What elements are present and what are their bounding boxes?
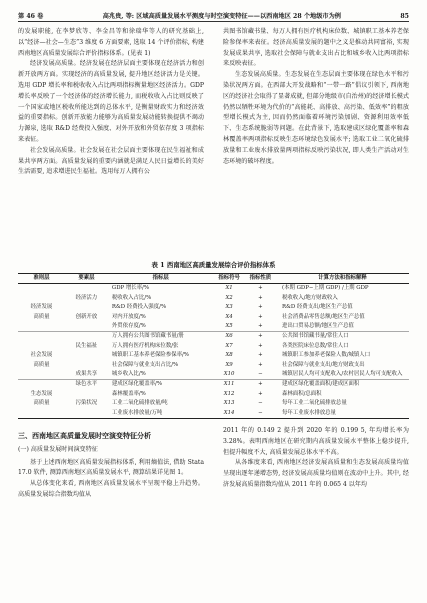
table-row (18, 409, 409, 419)
cell-indicator: 城乡收入比/% (111, 371, 146, 378)
cell-method: 城镇职工参加养老保险人数/城镇人口 (282, 352, 371, 359)
cell-criterion: 经济发展 (30, 304, 53, 311)
cell-indicator: GDP 增长率/% (111, 285, 149, 292)
cell-method: (本期 GDP−上期 GDP) /上期 GDP (282, 285, 369, 292)
paragraph: 经济发展高质量。经济发展在经济层面主要体现在经济活力和创新开放两方面。实现经济的高质量发展, 提升地区经济活力是关键。选用 GDP 增长率和税收收入占比两项指标衡量地区经济活力。GDP 增长率反映了一个经济体的经济增长能力, 而税收收入占比则反映了一个国家或地区税收所能达到的总体水平, 是衡量财政实力和经济效益的重要指标。创新开放能力能够为高质量发展动能转换提供不竭动力源泉, 选取 R&D 经费投入强度、对外开放和外贸依存度 3 项指标来表征。 (18, 60, 204, 143)
cell-method: 公共图书馆藏书量/常住人口 (282, 333, 349, 340)
cell-symbol: X3 (225, 304, 233, 311)
cell-indicator: 万人拥有医疗机构床位数/张 (111, 342, 179, 349)
header-rule (18, 21, 409, 22)
running-header (18, 8, 409, 20)
cell-symbol: X1 (225, 285, 233, 292)
cell-symbol: X10 (223, 371, 235, 378)
cell-indicator: 社会保障与就业支出占比/% (111, 361, 179, 368)
cell-criterion (18, 294, 65, 303)
cell-criterion (18, 284, 65, 294)
article-title: 高兆贵, 等: 区域高质量发展水平测度与时空演变特征——以西南地区 28 个地级市为例 (102, 13, 341, 20)
cell-criterion (18, 332, 65, 342)
header-method: 计算方法和指标解释 (276, 274, 409, 284)
cell-criterion (18, 370, 65, 380)
cell-symbol: X6 (225, 333, 233, 340)
cell-symbol: X8 (225, 352, 233, 359)
cell-factor: 经济活力 (75, 294, 98, 301)
cell-factor (65, 351, 108, 360)
cell-indicator: 税收收入占比/% (111, 294, 152, 301)
cell-indicator: 万人拥有公共图书馆藏书量/册 (111, 333, 184, 340)
cell-criterion (18, 380, 65, 390)
cell-method: 每年工业二氧化硫排放总量 (282, 400, 347, 407)
cell-symbol: X11 (223, 381, 235, 388)
cell-criterion (18, 409, 65, 419)
cell-factor (65, 284, 108, 294)
table-row (18, 342, 409, 351)
cell-symbol: X7 (225, 342, 233, 349)
header-criterion: 准则层 (18, 274, 65, 284)
paragraph: 共图书馆藏书量、每万人拥有医疗机构床位数、城镇职工基本养老保险参保率来表征。经济高质量发展的题中之义是推动共同富裕, 实现发展成果共享, 选取社会保障与就业支出占比和城乡收入比两项指标来反映表征。 (223, 28, 409, 68)
cell-criterion (18, 322, 65, 332)
paragraph: 的发展职能, 在李梦欣等、李金昌等和徐瑞华等人的研究基础上, 以“经济—社会—生态”3 维度 6 方面要素, 选取 14 个评价指标, 构建西南地区高质量发展综合评价指标体系。(见表 1) (18, 28, 204, 57)
cell-factor: 成果共享 (75, 371, 98, 378)
header-nature: 指标性质 (245, 274, 276, 284)
header-factor: 要素层 (65, 274, 108, 284)
table (18, 273, 409, 419)
cell-criterion: 高质量 (33, 400, 50, 407)
cell-nature: + (258, 304, 263, 311)
cell-indicator: 外贸依存度/% (111, 323, 146, 330)
header-symbol: 指标符号 (213, 274, 244, 284)
section-heading: 三、西南地区高质量发展时空演变特征分析 (18, 431, 151, 440)
cell-symbol: X14 (213, 409, 244, 419)
table-caption: 表 1 西南地区高质量发展综合评价指标体系 (151, 261, 276, 269)
table-row (18, 351, 409, 360)
table-row (18, 380, 409, 390)
cell-symbol: X2 (225, 294, 233, 301)
cell-method: 各类医院床位总数/常住人口 (282, 342, 349, 349)
left-column (18, 27, 204, 178)
cell-method: 进出口贸易总额/地区生产总值 (282, 323, 354, 330)
cell-nature: + (258, 294, 263, 301)
table-row (18, 294, 409, 303)
cell-nature: + (258, 390, 263, 397)
cell-method: 社会消费品零售总额/地区生产总值 (282, 313, 365, 320)
cell-symbol: X4 (225, 313, 233, 320)
cell-symbol: X5 (225, 323, 233, 330)
cell-method: 社会保障与就业支出/地方财政支出 (282, 361, 365, 368)
cell-factor (65, 390, 108, 399)
table-row (18, 370, 409, 380)
cell-factor: 民生福祉 (75, 342, 98, 349)
cell-indicator: R&D 经费投入强度/% (111, 304, 167, 311)
indicator-table (18, 260, 409, 419)
cell-method: R&D 经费支出/地区生产总值 (282, 304, 353, 311)
header-indicator: 指标层 (108, 274, 214, 284)
cell-indicator: 工业废水排放量/万吨 (108, 409, 214, 419)
cell-nature: + (258, 352, 263, 359)
paragraph: 2011 年的 0.149 2 提升到 2020 年的 0.199 5, 年均增长率为 3.28%。表明西南地区在研究期内高质量发展水平整体上稳步提升, 但提升幅度不大, 高质量发展总体水平不高。 (223, 427, 409, 456)
cell-method: 每年工业废水排放总量 (276, 409, 409, 419)
cell-method: 税收收入/地方财政收入 (282, 294, 338, 301)
cell-method: 建成区绿化覆盖面积/建成区面积 (282, 381, 360, 388)
cell-indicator: 对内开放度/% (111, 313, 146, 320)
cell-factor (65, 409, 108, 419)
cell-indicator: 建成区绿化覆盖率/% (111, 381, 162, 388)
cell-symbol: X13 (223, 400, 235, 407)
cell-criterion (18, 342, 65, 351)
cell-factor (65, 322, 108, 332)
cell-factor (65, 303, 108, 312)
table-row (18, 313, 409, 322)
cell-indicator: 森林覆盖率/% (111, 390, 146, 397)
cell-nature: + (258, 285, 263, 292)
cell-nature: + (258, 313, 263, 320)
bottom-right-column (223, 426, 409, 491)
table-row (18, 284, 409, 294)
paragraph: 从总体变化来看, 西南地区高质量发展水平呈现平稳上升趋势。高质量发展综合指数均值从 (18, 480, 204, 498)
cell-indicator: 工业二氧化硫排放量/吨 (111, 400, 168, 407)
cell-criterion: 生态发展 (30, 390, 53, 397)
cell-criterion: 高质量 (33, 313, 50, 320)
table-row (18, 390, 409, 399)
cell-factor: 创新开放 (75, 313, 98, 320)
cell-nature: + (258, 381, 263, 388)
bottom-left-column (18, 426, 204, 501)
table-row (18, 361, 409, 370)
volume-label: 第 46 卷 (18, 13, 44, 20)
cell-indicator: 城镇职工基本养老保险参保率/% (111, 352, 189, 359)
paragraph: 从各维度来看, 西南地区经济发展高质量和生态发展高质量均值呈现出逐年递增态势, 经济发展高质量均值则在波动中上升。其中, 经济发展高质量指数均值从 2011 年的 0.065 4 以年均 (223, 459, 409, 488)
paragraph: 生态发展高质量。生态发展在生态层面主要体现在绿色水平和污染状况两方面。在西部大开发战略和“一带一路”倡议引领下, 西南地区的经济社会取得了显著成就, 但部分地级市(自治州)的经济增长模式仍然以牺牲环境为代价的“高能耗、高排放、高污染、低效率”的粗放型增长模式为主, 因而仍然面临着环境污染加剧、资源利用效率低下、生态系统脆弱等问题。在此背景下, 选取建成区绿化覆盖率和森林覆盖率两项指标反映生态环境绿色发展水平; 选取工业二氧化硫排放量和工业废水排放量两项指标反映污染状况, 即人类生产活动对生态环境的破坏程度。 (223, 71, 409, 165)
table-row (18, 303, 409, 312)
cell-criterion: 社会发展 (30, 352, 53, 359)
cell-nature: + (258, 342, 263, 349)
cell-factor (65, 332, 108, 342)
cell-method: 森林面积/总面积 (282, 390, 322, 397)
table-row (18, 332, 409, 342)
cell-criterion: 高质量 (33, 361, 50, 368)
right-column (223, 27, 409, 167)
paragraph: 基于上述西南地区高质量发展指标体系, 利用熵值法, 借助 Stata 17.0 软件, 测算西南地区高质量发展水平, 测算结果详见图 1。 (18, 458, 204, 477)
cell-nature: − (258, 400, 263, 407)
table-header-row (18, 274, 409, 284)
cell-symbol: X9 (225, 361, 233, 368)
subsection-heading: (一) 高质量发展时间演变特征 (18, 445, 98, 453)
cell-factor: 绿色水平 (75, 381, 98, 388)
cell-symbol: X12 (223, 390, 235, 397)
cell-nature: + (258, 333, 263, 340)
cell-nature: + (258, 361, 263, 368)
cell-nature: − (245, 409, 276, 419)
cell-factor (65, 361, 108, 370)
table-row (18, 399, 409, 408)
table-row (18, 322, 409, 332)
paragraph: 社会发展高质量。社会发展在社会层面主要体现在民生福祉和成果共享两方面。高质量发展的重要内涵就是满足人民日益增长的美好生活需要, 追求增进民生福祉。选用每万人拥有公 (18, 146, 204, 176)
cell-method: 城镇居民人均可支配收入/农村居民人均可支配收入 (282, 371, 403, 378)
cell-nature: − (258, 371, 263, 378)
page-number: 85 (400, 13, 409, 20)
cell-nature: + (258, 323, 263, 330)
cell-factor: 污染状况 (75, 400, 98, 407)
